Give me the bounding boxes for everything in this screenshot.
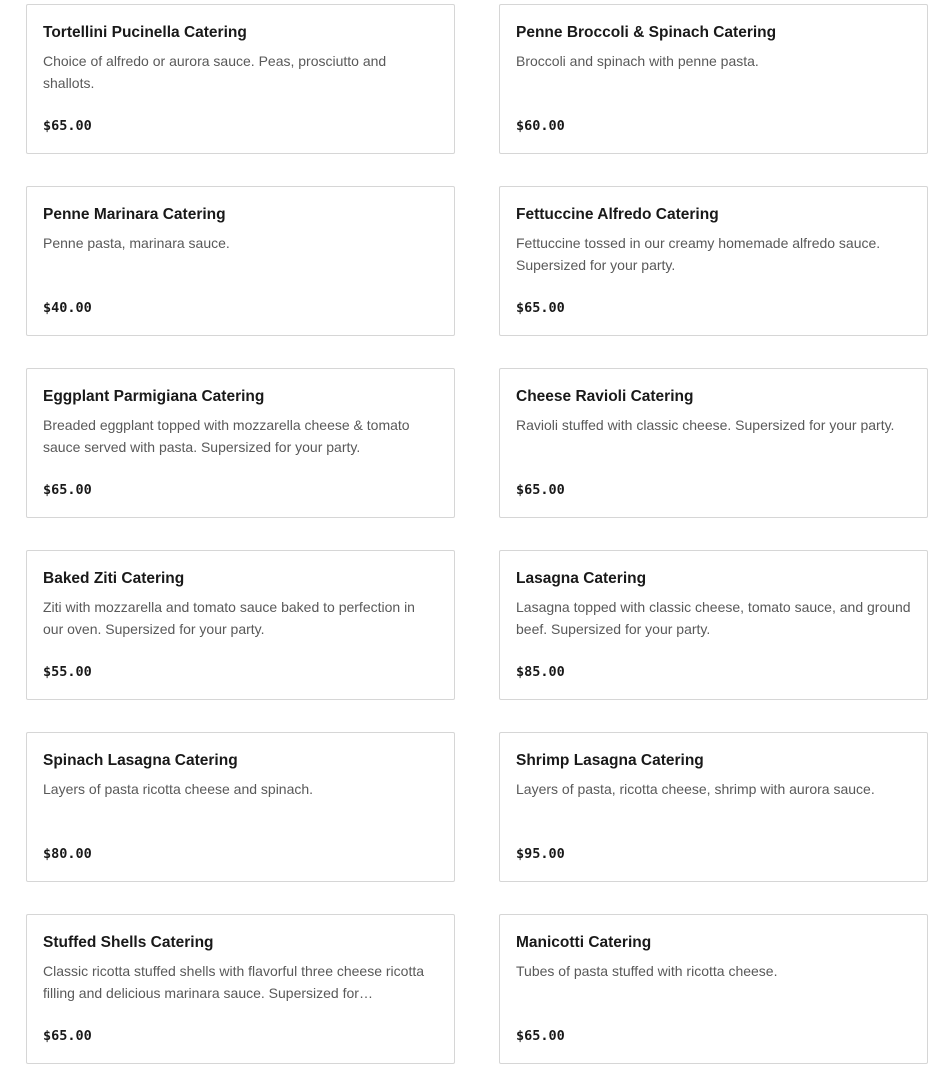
item-title: Shrimp Lasagna Catering: [516, 752, 704, 769]
menu-item-card[interactable]: [499, 914, 928, 1064]
item-price: $65.00: [43, 118, 92, 134]
item-title: Baked Ziti Catering: [43, 570, 185, 587]
item-description: Penne pasta, marinara sauce.: [43, 235, 230, 251]
item-title: Penne Marinara Catering: [43, 206, 226, 223]
item-price: $55.00: [43, 664, 92, 680]
menu-item-card[interactable]: [499, 186, 928, 336]
item-description: Choice of alfredo or aurora sauce. Peas, prosciutto and shallots.: [43, 53, 387, 91]
menu-item-card[interactable]: [26, 550, 455, 700]
menu-item-card[interactable]: [499, 368, 928, 518]
item-price: $65.00: [516, 300, 565, 316]
item-price: $95.00: [516, 846, 565, 862]
item-title: Fettuccine Alfredo Catering: [516, 206, 719, 223]
item-description: Broccoli and spinach with penne pasta.: [516, 53, 759, 69]
item-description: Layers of pasta, ricotta cheese, shrimp with aurora sauce.: [516, 781, 875, 797]
menu-item-card[interactable]: [26, 732, 455, 882]
menu-item-card[interactable]: [499, 550, 928, 700]
item-title: Tortellini Pucinella Catering: [43, 24, 247, 41]
item-description: Ravioli stuffed with classic cheese. Supersized for your party.: [516, 417, 895, 433]
item-title: Lasagna Catering: [516, 570, 647, 587]
item-title: Eggplant Parmigiana Catering: [43, 388, 265, 405]
item-description: Tubes of pasta stuffed with ricotta cheese.: [516, 963, 778, 979]
item-title: Spinach Lasagna Catering: [43, 752, 238, 769]
item-title: Penne Broccoli & Spinach Catering: [516, 24, 777, 41]
item-title: Manicotti Catering: [516, 934, 652, 951]
item-title: Cheese Ravioli Catering: [516, 388, 694, 405]
item-description: Layers of pasta ricotta cheese and spinach.: [43, 781, 314, 797]
item-description: Ziti with mozzarella and tomato sauce baked to perfection in our oven. Supersized for your party.: [43, 599, 415, 637]
menu-item-card[interactable]: [499, 732, 928, 882]
menu-item-card[interactable]: [26, 186, 455, 336]
item-price: $65.00: [516, 482, 565, 498]
item-price: $80.00: [43, 846, 92, 862]
item-title: Stuffed Shells Catering: [43, 934, 214, 951]
item-price: $85.00: [516, 664, 565, 680]
item-price: $65.00: [43, 1028, 92, 1044]
menu-item-card[interactable]: [26, 368, 455, 518]
item-price: $60.00: [516, 118, 565, 134]
item-price: $40.00: [43, 300, 92, 316]
item-description: Breaded eggplant topped with mozzarella cheese & tomato sauce served with pasta. Supersized for your party.: [43, 417, 410, 455]
item-description: Classic ricotta stuffed shells with flavorful three cheese ricotta filling and delicious marinara sauce. Supersized for…: [43, 963, 425, 1001]
menu-item-card[interactable]: [26, 914, 455, 1064]
item-price: $65.00: [43, 482, 92, 498]
item-price: $65.00: [516, 1028, 565, 1044]
item-description: Lasagna topped with classic cheese, tomato sauce, and ground beef. Supersized for your party.: [516, 599, 911, 637]
item-description: Fettuccine tossed in our creamy homemade alfredo sauce. Supersized for your party.: [516, 235, 881, 273]
menu-item-card[interactable]: [26, 4, 455, 154]
menu-item-card[interactable]: [499, 4, 928, 154]
